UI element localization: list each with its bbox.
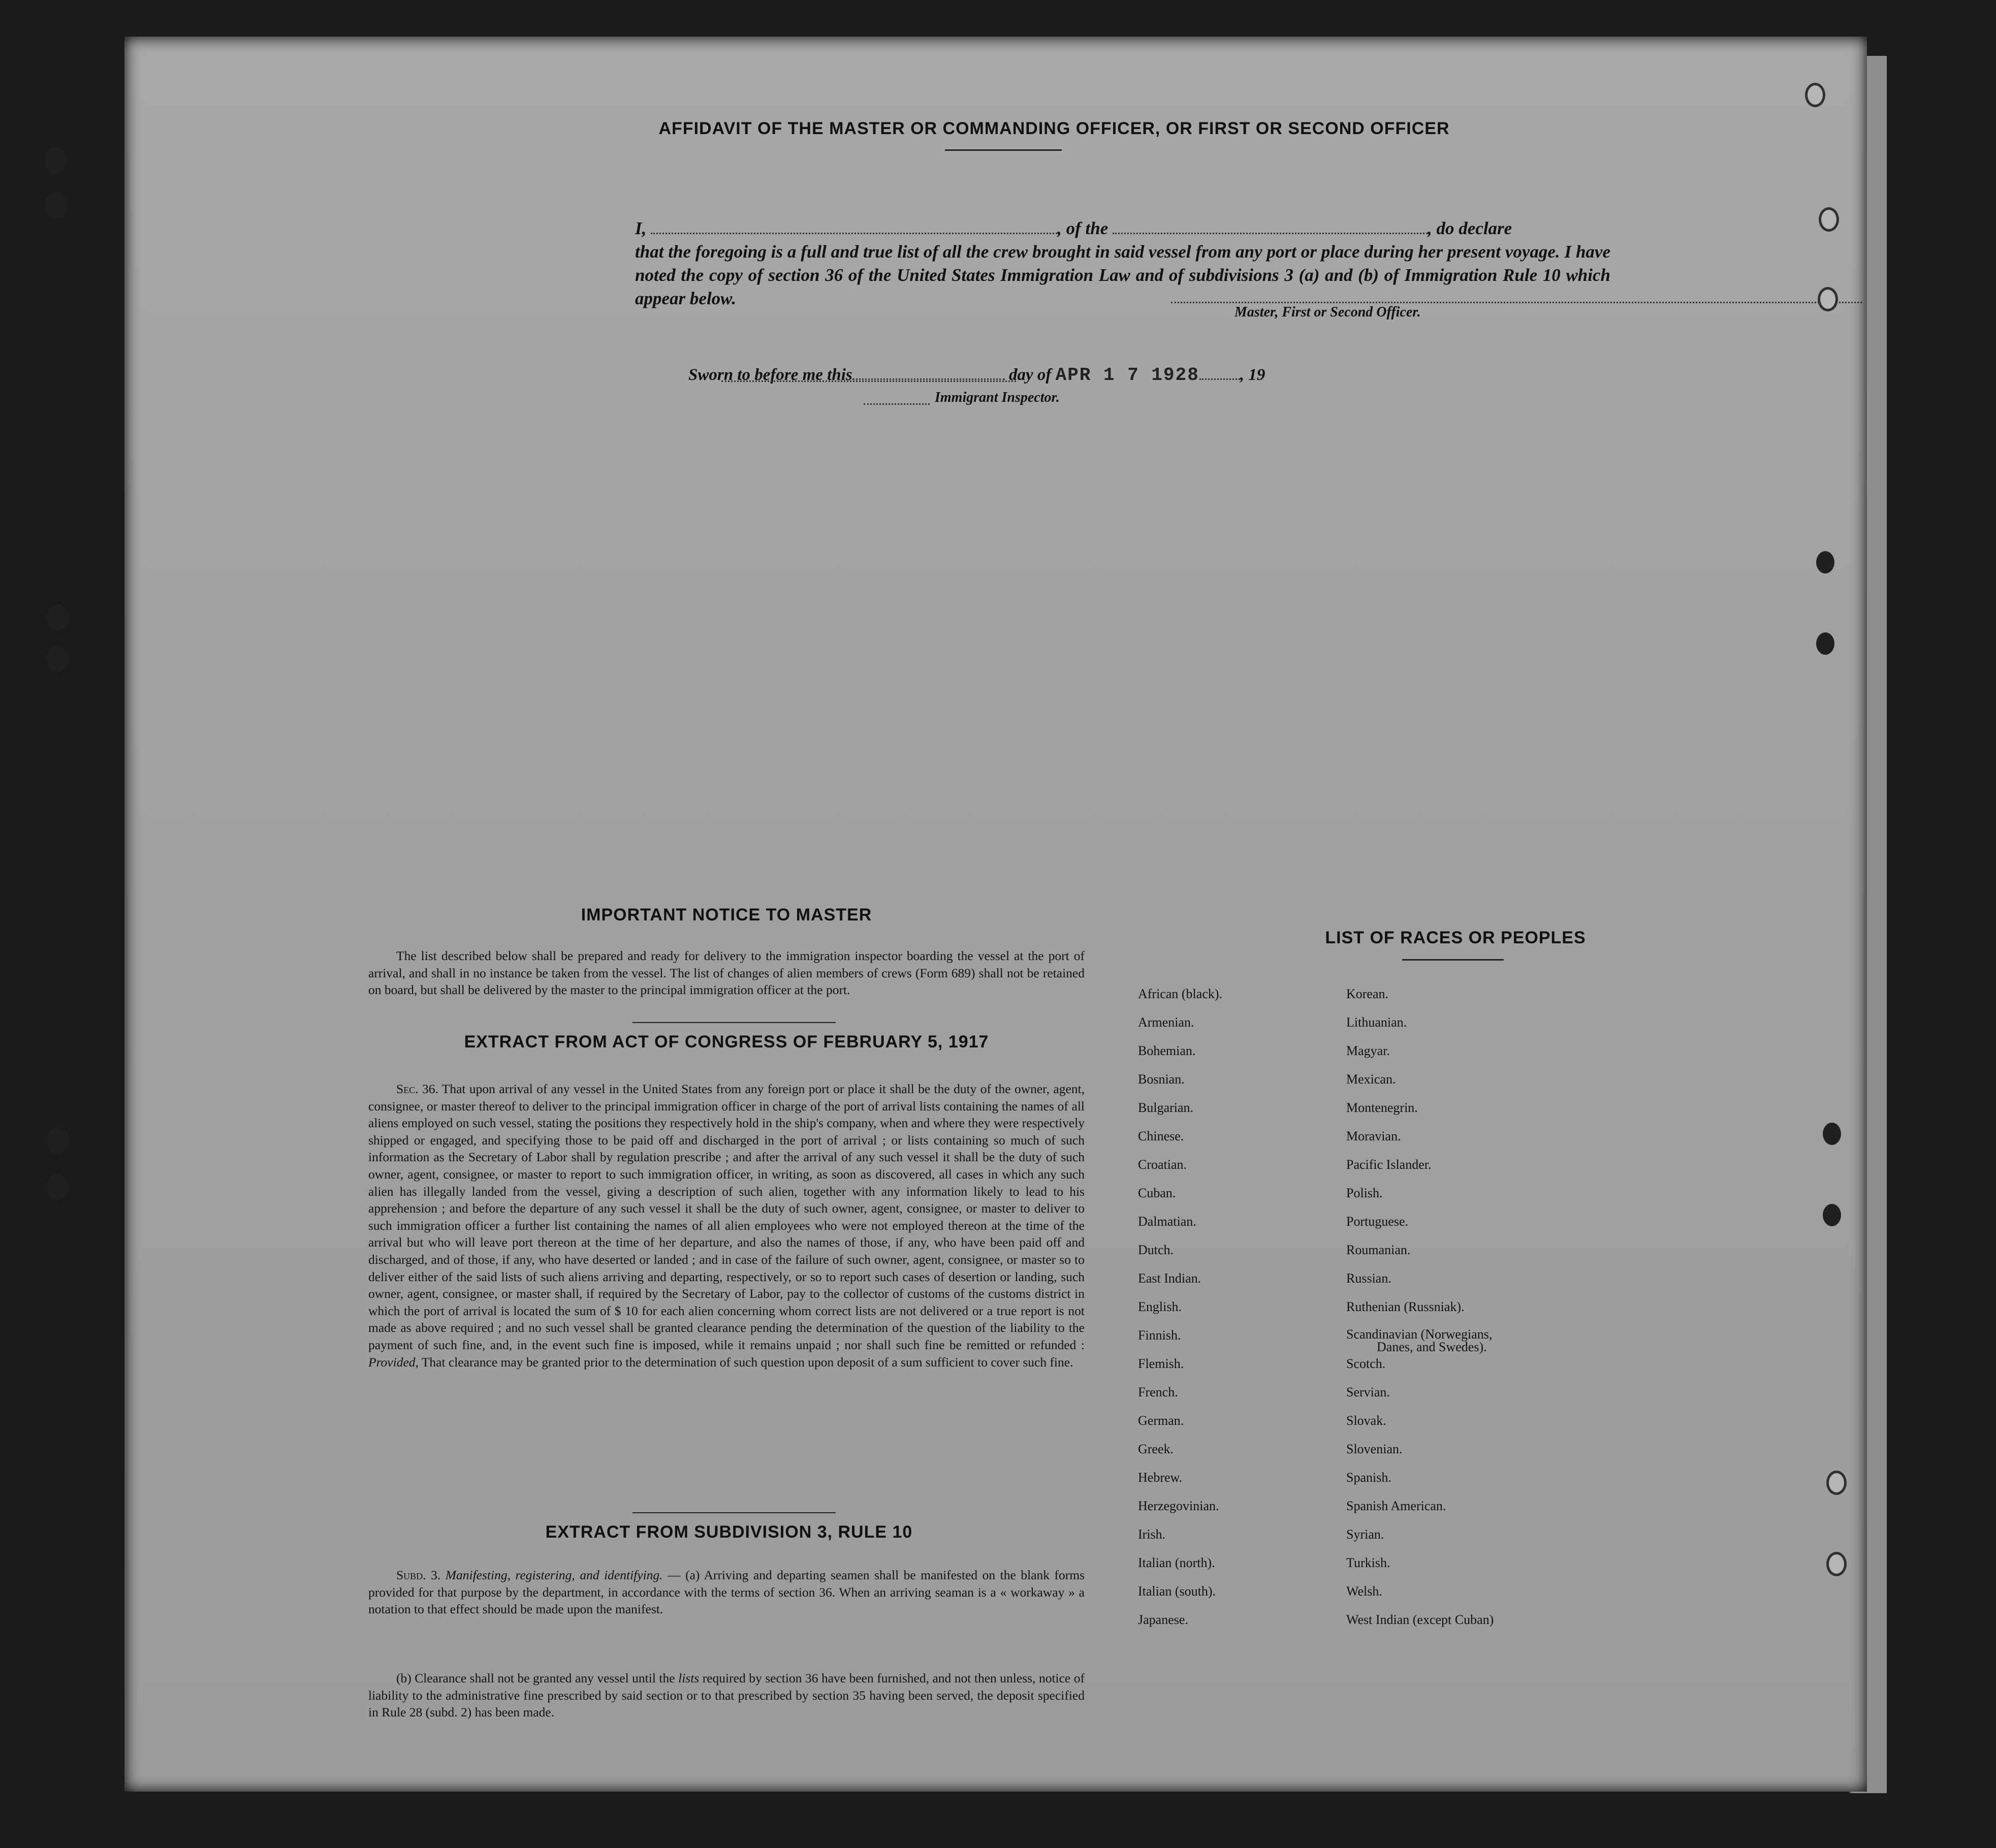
race-item: Scotch.: [1346, 1356, 1386, 1371]
binder-hole: [1823, 1204, 1841, 1226]
race-item: Pacific Islander.: [1346, 1157, 1432, 1172]
race-item: Armenian.: [1138, 1015, 1194, 1030]
race-item: West Indian (except Cuban): [1346, 1612, 1494, 1627]
binder-hole: [45, 147, 67, 174]
race-item: Italian (north).: [1138, 1555, 1215, 1570]
race-item: Slovenian.: [1346, 1442, 1403, 1456]
race-item: Montenegrin.: [1346, 1100, 1418, 1115]
race-item-continued: Danes, and Swedes).: [1377, 1340, 1487, 1354]
inspector-caption: Immigrant Inspector.: [935, 390, 1060, 405]
race-item: Italian (south).: [1138, 1584, 1216, 1599]
binder-hole: [1823, 1123, 1841, 1145]
race-item: Magyar.: [1346, 1043, 1390, 1058]
sworn-prefix: Sworn to before me this: [688, 366, 852, 384]
binder-ring: [1818, 287, 1838, 311]
provided-word: Provided,: [368, 1354, 419, 1369]
race-item: Croatian.: [1138, 1157, 1187, 1172]
sworn-month-blank: [1199, 364, 1240, 380]
race-item: Herzegovinian.: [1138, 1499, 1219, 1513]
divider: [632, 1022, 836, 1023]
master-signature-line: [1171, 302, 1862, 303]
race-item: Dutch.: [1138, 1242, 1174, 1257]
document-page: [124, 37, 1867, 1792]
race-item: Cuban.: [1138, 1186, 1176, 1200]
race-item: Hebrew.: [1138, 1470, 1183, 1485]
race-item: Bohemian.: [1138, 1043, 1196, 1058]
race-item: Spanish.: [1346, 1470, 1391, 1485]
race-item: Roumanian.: [1346, 1242, 1411, 1257]
race-item: Polish.: [1346, 1186, 1383, 1200]
declaration-do-declare: , do declare: [1428, 218, 1512, 238]
inspector-signature-line: [721, 380, 1016, 382]
subd-para-a: — (a) Arriving and departing seamen shall be manifested on the blank forms provided for that purpose by the department, in accordance with the terms of section 36. When an arriving seaman is a « workaway » a notation to that effect should be made upon the manifest.: [368, 1568, 1085, 1617]
notice-title: IMPORTANT NOTICE TO MASTER: [581, 905, 872, 925]
race-item: Portuguese.: [1346, 1214, 1409, 1229]
sworn-line: [688, 364, 1265, 386]
binder-ring: [1819, 207, 1839, 232]
race-item: Korean.: [1346, 986, 1389, 1001]
para-b-end: required by section 36 have been furnished, and not then unless, notice of liability to the administrative fine prescribed by said section or to that prescribed by section 35 having been served, the deposit specified in Rule 28 (subd. 2) has been made.: [368, 1671, 1085, 1720]
race-item: Slovak.: [1346, 1413, 1386, 1428]
act-title: EXTRACT FROM ACT OF CONGRESS OF FEBRUARY 5, 1917: [464, 1032, 989, 1052]
race-item: Greek.: [1138, 1442, 1174, 1456]
race-item: Bosnian.: [1138, 1072, 1185, 1087]
sworn-day-of: day of: [1008, 366, 1052, 384]
race-item: Servian.: [1346, 1385, 1390, 1399]
race-item: Mexican.: [1346, 1072, 1396, 1087]
binder-ring: [1805, 83, 1825, 107]
race-item: Irish.: [1138, 1527, 1166, 1542]
races-underline: [1402, 959, 1504, 961]
title-underline: [945, 149, 1062, 151]
race-item: Scandinavian (Norwegians, Danes, and Swedes).: [1346, 1328, 1494, 1356]
date-stamp: APR 1 7 1928: [1055, 365, 1199, 386]
binder-ring: [1826, 1471, 1847, 1495]
race-item: Chinese.: [1138, 1129, 1184, 1143]
notice-body: The list described below shall be prepared and ready for delivery to the immigration inspector boarding the vessel at the port of arrival, and shall in no instance be taken from the vessel. The list of changes of alien members of crews (Form 689) shall not be retained on board, but shall be delivered by the master to the principal immigration officer at the port.: [368, 948, 1085, 998]
race-item: English.: [1138, 1299, 1182, 1314]
races-column-1: [1138, 986, 1222, 1641]
act-tail: That clearance may be granted prior to the determination of such question upon deposit of a sum sufficient to cover such fine.: [421, 1354, 1073, 1369]
binder-hole: [45, 193, 67, 219]
binder-hole: [47, 1173, 69, 1200]
binder-hole: [1816, 632, 1834, 655]
affidavit-title: AFFIDAVIT OF THE MASTER OR COMMANDING OFFICER, OR FIRST OR SECOND OFFICER: [658, 119, 1450, 138]
binder-hole: [47, 1128, 69, 1154]
race-item: Ruthenian (Russniak).: [1346, 1299, 1465, 1314]
para-b-start: (b) Clearance shall not be granted any vessel until the: [396, 1671, 675, 1685]
race-item: Turkish.: [1346, 1555, 1390, 1570]
race-item: Bulgarian.: [1138, 1100, 1194, 1115]
subd-label: Subd. 3.: [396, 1568, 441, 1582]
binder-hole: [47, 604, 69, 631]
race-item: German.: [1138, 1413, 1184, 1428]
declaration-i: I,: [635, 218, 647, 238]
race-item: Moravian.: [1346, 1129, 1401, 1143]
subd-heading: Manifesting, registering, and identifying.: [445, 1568, 663, 1582]
race-item: Japanese.: [1138, 1612, 1188, 1627]
race-item: Spanish American.: [1346, 1499, 1446, 1513]
declaration-of-the: , of the: [1057, 218, 1108, 238]
vessel-blank: [1113, 218, 1428, 234]
divider: [632, 1512, 836, 1513]
sec-label: Sec. 36.: [396, 1081, 438, 1096]
race-item: Welsh.: [1346, 1584, 1382, 1599]
rule10-title: EXTRACT FROM SUBDIVISION 3, RULE 10: [545, 1522, 913, 1542]
sworn-year: , 19: [1240, 366, 1265, 384]
rule10-para-b: [368, 1670, 1085, 1721]
act-body: [368, 1080, 1085, 1371]
master-caption: Master, First or Second Officer.: [1234, 304, 1421, 320]
race-item: Dalmatian.: [1138, 1214, 1196, 1229]
race-item: Flemish.: [1138, 1356, 1184, 1371]
binder-hole: [1816, 551, 1834, 573]
race-item: Lithuanian.: [1346, 1015, 1407, 1030]
race-item: East Indian.: [1138, 1271, 1201, 1286]
race-item: Russian.: [1346, 1271, 1391, 1286]
sworn-day-blank: [852, 364, 1005, 380]
name-blank: [651, 218, 1057, 234]
races-column-2: [1346, 986, 1494, 1641]
act-text: That upon arrival of any vessel in the United States from any foreign port or place it shall be the duty of the owner, agent, consignee, or master thereof to deliver to the principal immigration officer in charge of the port of arrival lists containing the names of all aliens employed on such vessel, stating the positions they respectively hold in the ship's company, when and where they were respectively shipped or engaged, and specifying those to be paid off and discharged in the port of arrival ; or lists containing so much of such information as the Secretary of Labor shall by regulation prescribe ; and after the arrival of any such vessel it shall be the duty of such owner, agent, consignee, or master to report to such immigration officer, in writing, as soon as discovered, all cases in which any such alien has illegally landed from the vessel, giving a description of such alien, together with any information likely to lead to his apprehension ; and before the departure of any such vessel it shall be the duty of such owner, agent, consignee, or master to deliver to such immigration officer a further list containing the names of all alien employees who were not employed thereon at the time of the arrival but who will leave port thereon at the time of her departure, and also the names of those, if any, who have been paid off and discharged, and of those, if any, who have deserted or landed ; and in case of the failure of such owner, agent, consignee, or master so to deliver either of the said lists of such aliens arriving and departing, respectively, or so to report such cases of desertion or landing, such owner, agent, consignee, or master shall, if required by the Secretary of Labor, pay to the collector of customs of the customs district in which the port of arrival is located the sum of $ 10 for each alien concerning whom correct lists are not delivered or a true report is not made as above required ; and no such vessel shall be granted clearance pending the determination of the question of the liability to the payment of such fine, and, in the event such fine is imposed, while it remains unpaid ; nor shall such fine be remitted or refunded :: [368, 1081, 1085, 1352]
race-item: Finnish.: [1138, 1328, 1181, 1343]
race-item: French.: [1138, 1385, 1178, 1399]
para-b-lists: lists: [678, 1671, 700, 1685]
binder-hole: [47, 645, 69, 672]
rule10-para-a: [368, 1567, 1085, 1618]
race-item: Syrian.: [1346, 1527, 1384, 1542]
race-item: African (black).: [1138, 986, 1223, 1001]
binder-ring: [1826, 1552, 1847, 1576]
races-title: LIST OF RACES OR PEOPLES: [1325, 928, 1586, 947]
inspector-short-line: [864, 403, 930, 405]
declaration-body: that the foregoing is a full and true list of all the crew brought in said vessel from any port or place during her present voyage. I have noted the copy of section 36 of the United States Immigration Law and of subdivisions 3 (a) and (b) of Immigration Rule 10 which appear below.: [635, 242, 1610, 308]
declaration-text: [635, 217, 1610, 310]
